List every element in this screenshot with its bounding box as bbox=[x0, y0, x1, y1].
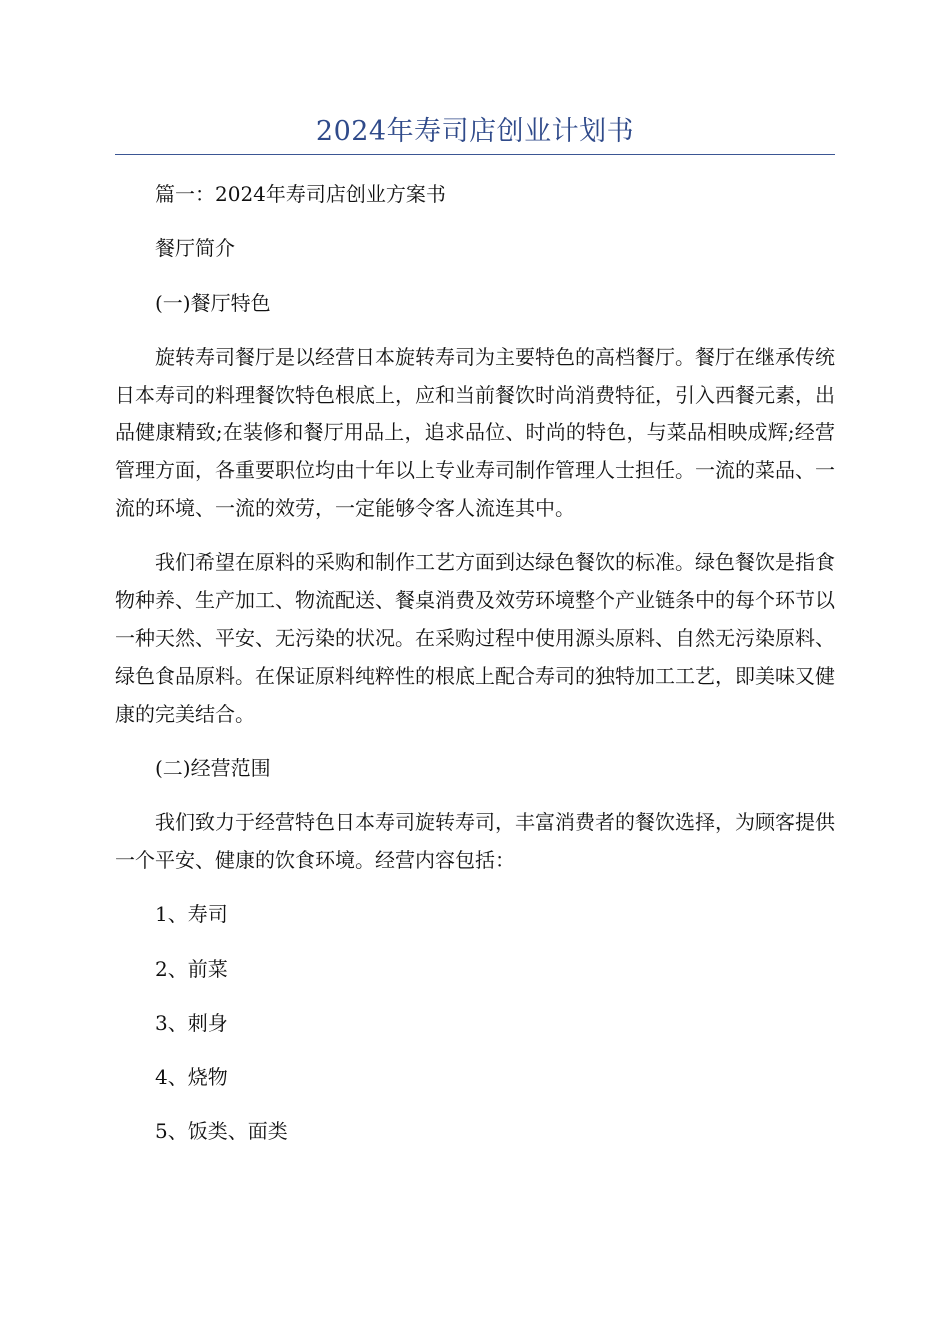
list-item-grilled: 4、烧物 bbox=[155, 1065, 228, 1090]
list-item-sushi: 1、寿司 bbox=[155, 902, 228, 927]
section-heading: 餐厅简介 bbox=[155, 236, 235, 261]
chapter-heading: 篇一：2024年寿司店创业方案书 bbox=[155, 182, 446, 206]
paragraph-green-dining: 我们希望在原料的采购和制作工艺方面到达绿色餐饮的标准。绿色餐饮是指食物种养、生产加工、物流配送、餐桌消费及效劳环境整个产业链条中的每个环节以一种天然、平安、无污染的状况。在采购过程中使用源头原料、自然无污染原料、绿色食品原料。在保证原料纯粹性的根底上配合寿司的独特加工工艺，即美味又健康的完美结合。 bbox=[115, 550, 835, 726]
document-body bbox=[115, 176, 835, 1168]
list-item-rice-noodles: 5、饭类、面类 bbox=[155, 1119, 288, 1144]
subsection-heading-scope: (二)经营范围 bbox=[155, 755, 271, 780]
list-item-sashimi: 3、刺身 bbox=[155, 1010, 228, 1035]
list-item-appetizer: 2、前菜 bbox=[155, 956, 228, 981]
paragraph-business-scope: 我们致力于经营特色日本寿司旋转寿司，丰富消费者的餐饮选择，为顾客提供一个平安、健康的饮食环境。经营内容包括： bbox=[115, 810, 835, 872]
paragraph-restaurant-features: 旋转寿司餐厅是以经营日本旋转寿司为主要特色的高档餐厅。餐厅在继承传统日本寿司的料理餐饮特色根底上，应和当前餐饮时尚消费特征，引入西餐元素，出品健康精致;在装修和餐厅用品上，追求品位、时尚的特色，与菜品相映成辉;经营管理方面，各重要职位均由十年以上专业寿司制作管理人士担任。一流的菜品、一流的环境、一流的效劳，一定能够令客人流连其中。 bbox=[115, 344, 835, 521]
document-title: 2024年寿司店创业计划书 bbox=[315, 116, 635, 147]
subsection-heading-features: (一)餐厅特色 bbox=[155, 290, 271, 315]
title-underline bbox=[115, 154, 835, 155]
